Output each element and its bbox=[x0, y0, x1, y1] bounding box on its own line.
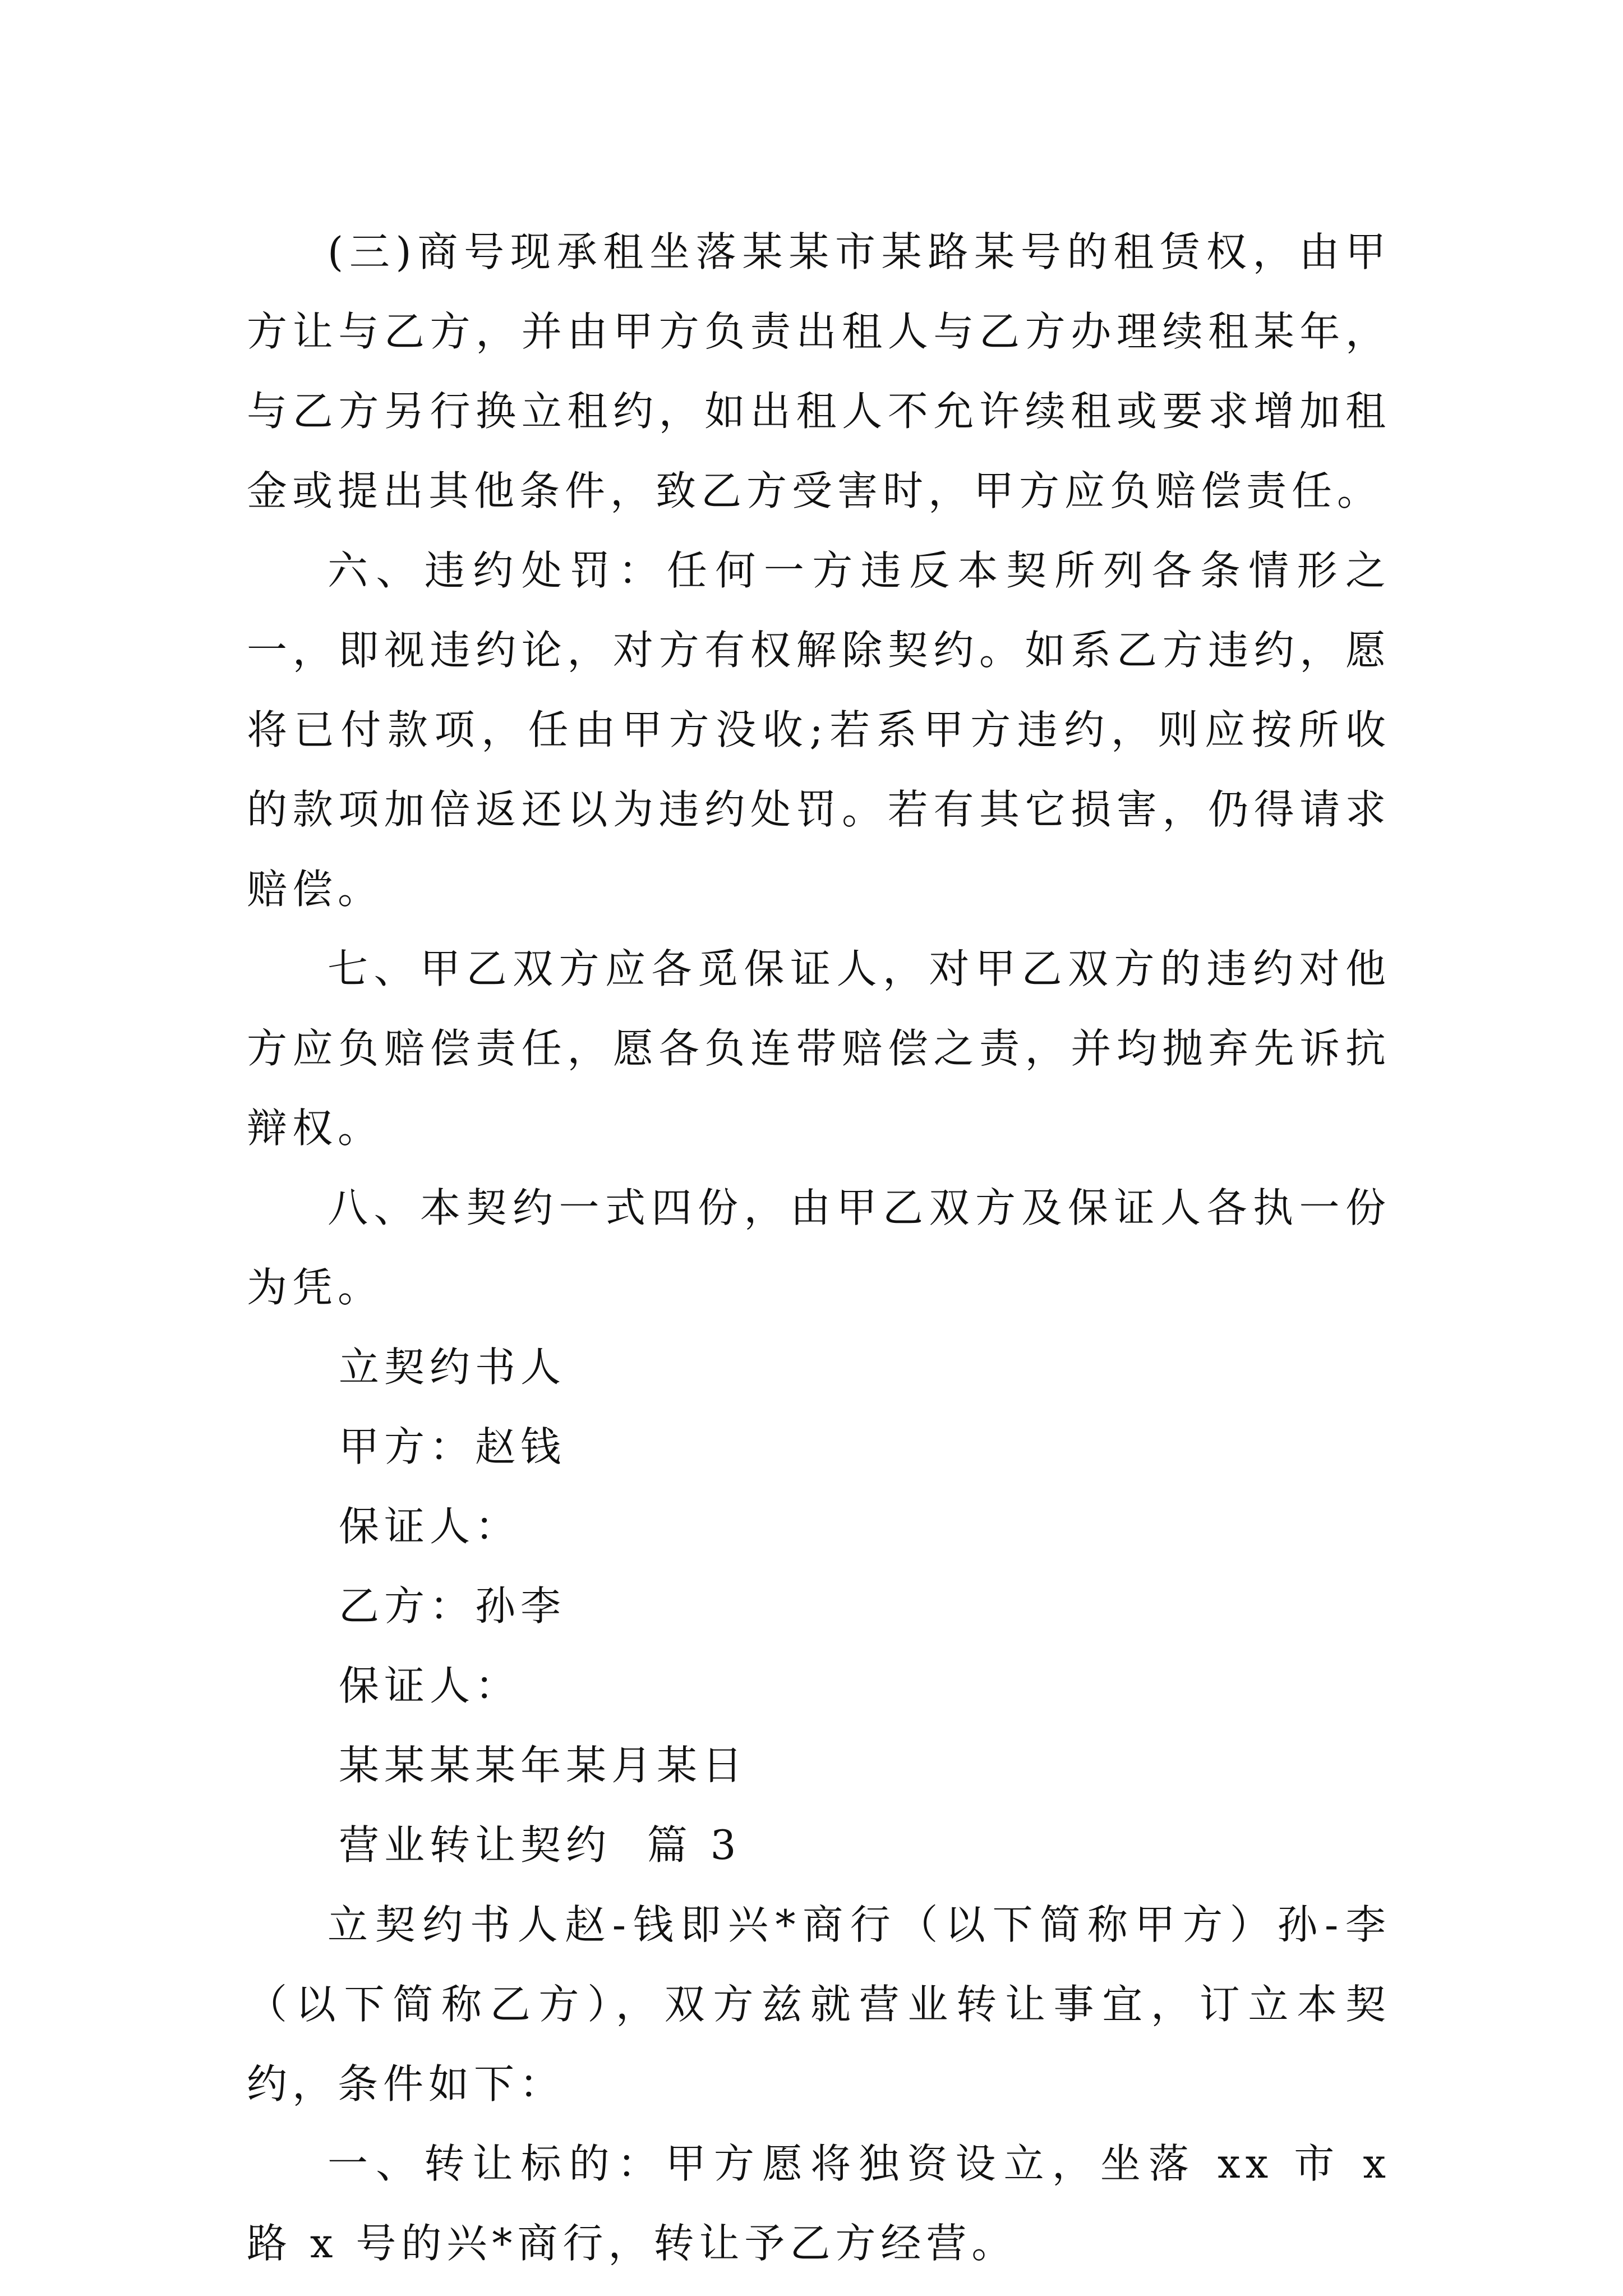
guarantor-b-line: 保证人： bbox=[339, 1662, 521, 1709]
section-title: 营业转让契约 篇 3 bbox=[339, 1821, 741, 1869]
paragraph-copies: 八、本契约一式四份，由甲乙双方及保证人各执一份为凭。 bbox=[247, 1184, 1391, 1311]
document-body bbox=[247, 212, 1391, 2283]
paragraph-contract-intro: 立契约书人赵-钱即兴*商行（以下简称甲方）孙-李（以下简称乙方），双方兹就营业转让事宜，订立本契约，条件如下： bbox=[247, 1901, 1391, 2108]
paragraph-lease-transfer: (三)商号现承租坐落某某市某路某号的租赁权，由甲方让与乙方，并由甲方负责出租人与乙方办理续租某年，与乙方另行换立租约，如出租人不允许续租或要求增加租金或提出其他条件，致乙方受害时，甲方应负赔偿责任。 bbox=[247, 228, 1391, 514]
paragraph-transfer-subject: 一、转让标的：甲方愿将独资设立，坐落 xx 市 x 路 x 号的兴*商行，转让予乙方经营。 bbox=[247, 2140, 1391, 2267]
paragraph-breach-penalty: 六、违约处罚：任何一方违反本契所列各条情形之一，即视违约论，对方有权解除契约。如系乙方违约，愿将已付款项，任由甲方没收;若系甲方违约，则应按所收的款项加倍返还以为违约处罚。若有其它损害，仍得请求赔偿。 bbox=[247, 547, 1391, 913]
party-a-line: 甲方：赵钱 bbox=[339, 1423, 566, 1470]
party-b-line: 乙方：孙李 bbox=[339, 1582, 566, 1630]
signatory-heading: 立契约书人 bbox=[339, 1343, 566, 1391]
paragraph-guarantors: 七、甲乙双方应各觅保证人，对甲乙双方的违约对他方应负赔偿责任，愿各负连带赔偿之责，并均抛弃先诉抗辩权。 bbox=[247, 945, 1391, 1152]
guarantor-a-line: 保证人： bbox=[339, 1503, 521, 1550]
date-line: 某某某某年某月某日 bbox=[339, 1742, 748, 1789]
